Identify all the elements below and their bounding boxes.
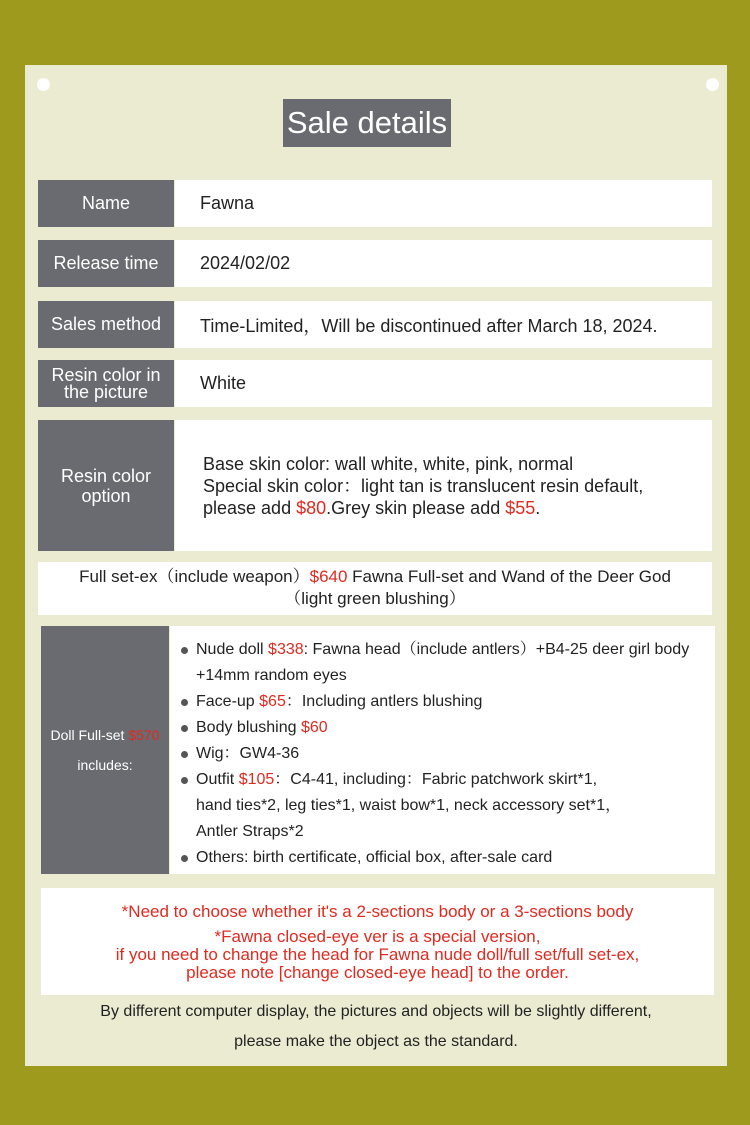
note-line: *Need to choose whether it's a 2-sections body or a 3-sections body (121, 902, 634, 921)
list-item: Others: birth certificate, official box, after-sale card (170, 845, 715, 871)
row-resin-color-option (38, 420, 712, 551)
row-value (175, 420, 712, 551)
order-notes (41, 888, 714, 995)
bullet-icon (181, 855, 188, 862)
row-label (38, 360, 174, 407)
row-value: White (175, 360, 712, 407)
fullset-ex-line: （light green blushing） (284, 589, 466, 608)
list-item: Outfit $105：C4-41, including：Fabric patchwork skirt*1, hand ties*2, leg ties*1, waist bow*1, neck accessory set*1， Antler Straps*2 (170, 767, 715, 845)
row-value: Time-Limited，Will be discontinued after March 18, 2024. (175, 301, 712, 348)
skin-color-line: please add $80.Grey skin please add $55. (203, 497, 541, 518)
label-line: Resin color in (51, 364, 161, 385)
disclaimer (25, 997, 727, 1057)
skin-color-line: Base skin color: wall white, white, pink, normal (203, 453, 574, 474)
bullet-icon (181, 751, 188, 758)
note-line: if you need to change the head for Fawna nude doll/full set/full set-ex, (115, 945, 640, 964)
row-label: Release time (38, 240, 174, 287)
label-line: the picture (63, 381, 149, 402)
label-line: option (81, 485, 131, 506)
list-item: Wig：GW4-36 (170, 741, 715, 767)
sale-details-panel (25, 65, 727, 1066)
includes-label: Doll Full-set $570 includes: (41, 626, 169, 874)
fullset-ex-line: Full set-ex（include weapon）$640 Fawna Full-set and Wand of the Deer God (79, 567, 671, 586)
list-item: Body blushing $60 (170, 715, 715, 741)
row-sales-method (38, 301, 712, 348)
price: $80 (296, 497, 327, 518)
row-value: Fawna (175, 180, 712, 227)
row-resin-color-picture (38, 360, 712, 407)
page-title: Sale details (283, 99, 451, 147)
fullset-ex-box (38, 562, 712, 615)
row-label: Name (38, 180, 174, 227)
price: $570 (128, 727, 160, 743)
row-release-time (38, 240, 712, 287)
fullset-includes (41, 626, 715, 874)
bullet-icon (181, 647, 188, 654)
bullet-icon (181, 777, 188, 784)
list-item: Nude doll $338: Fawna head（include antlers）+B4-25 deer girl body +14mm random eyes (170, 637, 715, 689)
hole-right (706, 78, 719, 91)
row-label (38, 420, 174, 551)
includes-list (170, 626, 715, 874)
row-name (38, 180, 712, 227)
price: $640 (309, 567, 348, 586)
note-line: *Fawna closed-eye ver is a special version, (214, 927, 541, 946)
note-line: please note [change closed-eye head] to the order. (186, 963, 569, 982)
row-label: Sales method (38, 301, 174, 348)
disclaimer-line: By different computer display, the pictures and objects will be slightly different, (100, 1003, 652, 1020)
hole-left (37, 78, 50, 91)
skin-color-line: Special skin color：light tan is translucent resin default, (203, 475, 644, 496)
list-item: Face-up $65：Including antlers blushing (170, 689, 715, 715)
bullet-icon (181, 699, 188, 706)
price: $55 (505, 497, 536, 518)
label-line: Resin color (60, 465, 152, 486)
row-value: 2024/02/02 (175, 240, 712, 287)
bullet-icon (181, 725, 188, 732)
disclaimer-line: please make the object as the standard. (234, 1033, 518, 1050)
